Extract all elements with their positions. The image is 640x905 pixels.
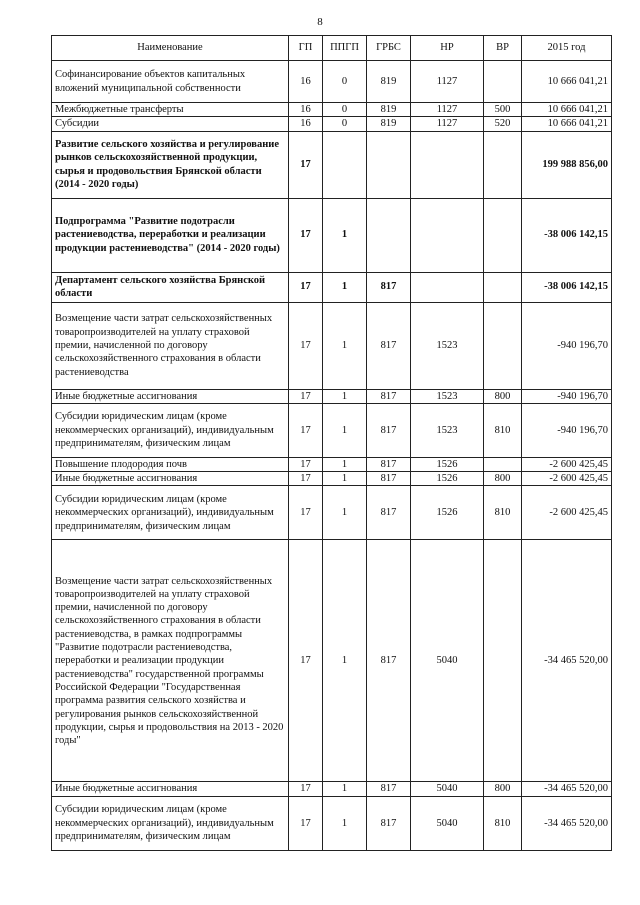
cell-amount: -940 196,70 bbox=[522, 302, 612, 389]
cell-nr: 1523 bbox=[411, 389, 484, 403]
cell-gp: 17 bbox=[289, 486, 323, 540]
cell-vr: 810 bbox=[484, 796, 522, 850]
cell-amount: -2 600 425,45 bbox=[522, 457, 612, 471]
cell-vr: 500 bbox=[484, 103, 522, 117]
cell-gp: 16 bbox=[289, 103, 323, 117]
table-row bbox=[52, 272, 612, 302]
table-row bbox=[52, 302, 612, 389]
cell-name: Субсидии юридическим лицам (кроме некоммерческих организаций), индивидуальным предпринимателям, физическим лицам bbox=[52, 796, 289, 850]
header-grbs: ГРБС bbox=[367, 36, 411, 61]
cell-nr: 1523 bbox=[411, 302, 484, 389]
cell-vr: 520 bbox=[484, 117, 522, 131]
cell-nr: 5040 bbox=[411, 540, 484, 782]
cell-ppgp bbox=[323, 131, 367, 198]
cell-vr: 800 bbox=[484, 782, 522, 796]
cell-grbs: 819 bbox=[367, 117, 411, 131]
cell-ppgp: 1 bbox=[323, 782, 367, 796]
table-row bbox=[52, 61, 612, 103]
cell-amount: -38 006 142,15 bbox=[522, 198, 612, 272]
cell-name: Иные бюджетные ассигнования bbox=[52, 389, 289, 403]
cell-ppgp: 0 bbox=[323, 117, 367, 131]
cell-ppgp: 1 bbox=[323, 796, 367, 850]
cell-amount: -2 600 425,45 bbox=[522, 486, 612, 540]
cell-nr: 1127 bbox=[411, 103, 484, 117]
cell-nr: 1526 bbox=[411, 472, 484, 486]
table-row bbox=[52, 782, 612, 796]
cell-gp: 17 bbox=[289, 302, 323, 389]
cell-grbs: 819 bbox=[367, 103, 411, 117]
cell-amount: -34 465 520,00 bbox=[522, 540, 612, 782]
cell-amount: 10 666 041,21 bbox=[522, 103, 612, 117]
cell-vr bbox=[484, 61, 522, 103]
cell-grbs: 817 bbox=[367, 472, 411, 486]
cell-nr: 1127 bbox=[411, 117, 484, 131]
cell-vr bbox=[484, 540, 522, 782]
cell-gp: 17 bbox=[289, 796, 323, 850]
cell-nr: 5040 bbox=[411, 796, 484, 850]
cell-nr: 1526 bbox=[411, 457, 484, 471]
cell-ppgp: 1 bbox=[323, 540, 367, 782]
cell-vr bbox=[484, 272, 522, 302]
cell-grbs: 817 bbox=[367, 457, 411, 471]
header-ppgp: ППГП bbox=[323, 36, 367, 61]
cell-amount: 10 666 041,21 bbox=[522, 61, 612, 103]
cell-name: Подпрограмма "Развитие подотрасли растениеводства, переработки и реализации продукции растениеводства" (2014 - 2020 годы) bbox=[52, 198, 289, 272]
cell-ppgp: 1 bbox=[323, 457, 367, 471]
cell-nr: 1127 bbox=[411, 61, 484, 103]
cell-name: Развитие сельского хозяйства и регулирование рынков сельскохозяйственной продукции, сырья и продовольствия Брянской области (2014 - 2020 годы) bbox=[52, 131, 289, 198]
table-row bbox=[52, 103, 612, 117]
cell-name: Департамент сельского хозяйства Брянской области bbox=[52, 272, 289, 302]
header-nr: НР bbox=[411, 36, 484, 61]
cell-grbs: 817 bbox=[367, 403, 411, 457]
cell-ppgp: 1 bbox=[323, 403, 367, 457]
cell-gp: 17 bbox=[289, 403, 323, 457]
table-row bbox=[52, 472, 612, 486]
cell-gp: 16 bbox=[289, 61, 323, 103]
cell-amount: -940 196,70 bbox=[522, 403, 612, 457]
table-row bbox=[52, 131, 612, 198]
cell-ppgp: 0 bbox=[323, 103, 367, 117]
cell-name: Субсидии юридическим лицам (кроме некоммерческих организаций), индивидуальным предпринимателям, физическим лицам bbox=[52, 403, 289, 457]
header-year: 2015 год bbox=[522, 36, 612, 61]
cell-nr: 1526 bbox=[411, 486, 484, 540]
cell-amount: -34 465 520,00 bbox=[522, 796, 612, 850]
cell-nr bbox=[411, 131, 484, 198]
header-name: Наименование bbox=[52, 36, 289, 61]
cell-gp: 17 bbox=[289, 272, 323, 302]
cell-nr bbox=[411, 272, 484, 302]
cell-name: Повышение плодородия почв bbox=[52, 457, 289, 471]
cell-gp: 17 bbox=[289, 457, 323, 471]
cell-vr bbox=[484, 131, 522, 198]
cell-amount: -34 465 520,00 bbox=[522, 782, 612, 796]
cell-vr bbox=[484, 302, 522, 389]
cell-name: Иные бюджетные ассигнования bbox=[52, 782, 289, 796]
cell-grbs: 819 bbox=[367, 61, 411, 103]
cell-vr: 810 bbox=[484, 486, 522, 540]
cell-amount: -2 600 425,45 bbox=[522, 472, 612, 486]
cell-name: Субсидии юридическим лицам (кроме некоммерческих организаций), индивидуальным предпринимателям, физическим лицам bbox=[52, 486, 289, 540]
cell-nr: 1523 bbox=[411, 403, 484, 457]
cell-vr bbox=[484, 198, 522, 272]
cell-gp: 17 bbox=[289, 782, 323, 796]
cell-grbs: 817 bbox=[367, 272, 411, 302]
cell-vr: 810 bbox=[484, 403, 522, 457]
cell-ppgp: 1 bbox=[323, 272, 367, 302]
cell-amount: 199 988 856,00 bbox=[522, 131, 612, 198]
table-row bbox=[52, 389, 612, 403]
cell-amount: -940 196,70 bbox=[522, 389, 612, 403]
cell-ppgp: 1 bbox=[323, 198, 367, 272]
header-gp: ГП bbox=[289, 36, 323, 61]
table-header-row bbox=[52, 36, 612, 61]
cell-grbs: 817 bbox=[367, 782, 411, 796]
table-row bbox=[52, 403, 612, 457]
table-row bbox=[52, 796, 612, 850]
cell-name: Возмещение части затрат сельскохозяйственных товаропроизводителей на уплату страховой премии, начисленной по договору сельскохозяйственного страхования в области растениеводства, в рамках подпрограммы "Развитие подотрасли растениеводства, переработки и реализации продукции растениеводства" государственной программы Российской Федерации "Государственная программа развития сельского хозяйства и регулирования рынков сельскохозяйственной продукции, сырья и продовольствия на 2013 - 2020 годы" bbox=[52, 540, 289, 782]
cell-ppgp: 0 bbox=[323, 61, 367, 103]
budget-table bbox=[51, 35, 612, 851]
cell-nr: 5040 bbox=[411, 782, 484, 796]
cell-amount: 10 666 041,21 bbox=[522, 117, 612, 131]
table-row bbox=[52, 540, 612, 782]
table-row bbox=[52, 457, 612, 471]
cell-name: Межбюджетные трансферты bbox=[52, 103, 289, 117]
cell-gp: 17 bbox=[289, 131, 323, 198]
cell-gp: 17 bbox=[289, 198, 323, 272]
cell-grbs bbox=[367, 198, 411, 272]
cell-vr bbox=[484, 457, 522, 471]
cell-ppgp: 1 bbox=[323, 302, 367, 389]
cell-grbs: 817 bbox=[367, 389, 411, 403]
cell-name: Возмещение части затрат сельскохозяйственных товаропроизводителей на уплату страховой премии, начисленной по договору сельскохозяйственного страхования в области растениеводства bbox=[52, 302, 289, 389]
cell-gp: 16 bbox=[289, 117, 323, 131]
table-row bbox=[52, 198, 612, 272]
cell-nr bbox=[411, 198, 484, 272]
table-row bbox=[52, 486, 612, 540]
cell-name: Софинансирование объектов капитальных вложений муниципальной собственности bbox=[52, 61, 289, 103]
cell-grbs bbox=[367, 131, 411, 198]
cell-amount: -38 006 142,15 bbox=[522, 272, 612, 302]
cell-gp: 17 bbox=[289, 389, 323, 403]
cell-ppgp: 1 bbox=[323, 486, 367, 540]
cell-ppgp: 1 bbox=[323, 389, 367, 403]
cell-vr: 800 bbox=[484, 389, 522, 403]
cell-grbs: 817 bbox=[367, 486, 411, 540]
cell-ppgp: 1 bbox=[323, 472, 367, 486]
cell-grbs: 817 bbox=[367, 540, 411, 782]
cell-vr: 800 bbox=[484, 472, 522, 486]
cell-name: Субсидии bbox=[52, 117, 289, 131]
cell-gp: 17 bbox=[289, 540, 323, 782]
cell-gp: 17 bbox=[289, 472, 323, 486]
page-number: 8 bbox=[317, 16, 323, 28]
cell-grbs: 817 bbox=[367, 302, 411, 389]
header-vr: ВР bbox=[484, 36, 522, 61]
table-row bbox=[52, 117, 612, 131]
cell-name: Иные бюджетные ассигнования bbox=[52, 472, 289, 486]
cell-grbs: 817 bbox=[367, 796, 411, 850]
